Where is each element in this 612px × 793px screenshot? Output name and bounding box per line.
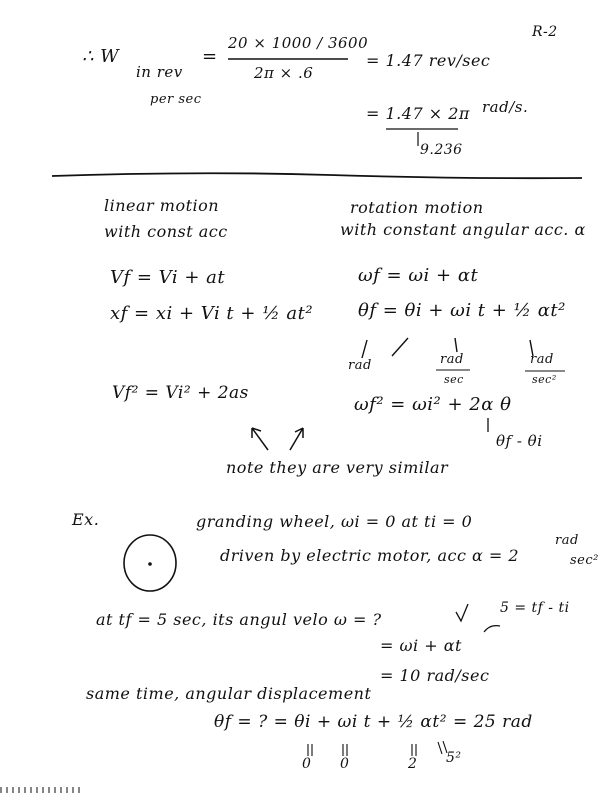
example-line-2: driven by electric motor, acc α = 2 bbox=[220, 546, 520, 565]
rev-result: = 1.47 rev/sec bbox=[366, 51, 491, 70]
below-value-2: 0 bbox=[340, 756, 350, 772]
acc-unit-den: sec² bbox=[570, 553, 599, 568]
unit-rad-sec-num: rad bbox=[440, 352, 464, 367]
linear-heading-2: with const acc bbox=[104, 222, 228, 241]
rad-result: 9.236 bbox=[420, 142, 463, 158]
question-1: at tf = 5 sec, its angul velo ω = ? bbox=[96, 610, 382, 629]
rotation-eq-2: θf = θi + ωi t + ½ αt² bbox=[358, 300, 566, 321]
below-value-1: 0 bbox=[302, 756, 312, 772]
question-2-eq: θf = ? = θi + ωi t + ½ αt² = 25 rad bbox=[214, 712, 533, 732]
scan-artifact bbox=[0, 787, 80, 793]
linear-eq-2: xf = xi + Vi t + ½ at² bbox=[110, 303, 314, 324]
linear-eq-1: Vf = Vi + at bbox=[110, 267, 226, 288]
arrow-rad-1 bbox=[392, 338, 408, 356]
denominator: 2π × .6 bbox=[254, 64, 314, 82]
unit-rad-sec2-den: sec² bbox=[532, 373, 557, 386]
omega-subscript: in rev bbox=[136, 63, 183, 81]
acc-unit-num: rad bbox=[555, 533, 579, 548]
unit-rad-sec-den: sec bbox=[444, 373, 464, 386]
example-label: Ex. bbox=[72, 510, 100, 529]
example-line-1: granding wheel, ωi = 0 at ti = 0 bbox=[196, 512, 473, 531]
equals-sign: = bbox=[202, 46, 218, 67]
numerator: 20 × 1000 / 3600 bbox=[228, 34, 369, 52]
similarity-note: note they are very similar bbox=[226, 458, 449, 477]
rotation-heading-2: with constant angular acc. α bbox=[340, 220, 586, 239]
arrow-left bbox=[252, 428, 268, 450]
omega-subscript-2: per sec bbox=[150, 92, 202, 107]
question-2: same time, angular displacement bbox=[86, 684, 372, 703]
linear-eq-3: Vf² = Vi² + 2as bbox=[112, 383, 249, 403]
question-1-answer: = 10 rad/sec bbox=[380, 666, 490, 685]
unit-rad-sec2-num: rad bbox=[530, 352, 554, 367]
wheel-center bbox=[148, 562, 152, 566]
question-1-eq: = ωi + αt bbox=[380, 636, 462, 655]
rad-numerator: = 1.47 × 2π bbox=[366, 104, 470, 123]
rotation-eq-1: ωf = ωi + αt bbox=[358, 265, 479, 286]
below-value-4: 5² bbox=[446, 750, 462, 766]
omega-symbol: ∴ W bbox=[82, 46, 120, 67]
arrow-right bbox=[290, 428, 303, 450]
unit-rad: rad bbox=[348, 358, 372, 373]
divider-line bbox=[52, 173, 582, 178]
rotation-heading-1: rotation motion bbox=[350, 198, 484, 217]
theta-difference: θf - θi bbox=[496, 432, 543, 450]
rad-unit: rad/s. bbox=[482, 98, 529, 116]
arrow-rad-0 bbox=[362, 340, 367, 358]
linear-heading-1: linear motion bbox=[104, 196, 220, 215]
arrow-rad-2 bbox=[455, 338, 457, 352]
below-value-3: 2 bbox=[408, 756, 418, 772]
page-label: R-2 bbox=[532, 24, 558, 40]
rotation-eq-3: ωf² = ωi² + 2α θ bbox=[354, 394, 512, 415]
question-1-note: 5 = tf - ti bbox=[500, 600, 570, 616]
